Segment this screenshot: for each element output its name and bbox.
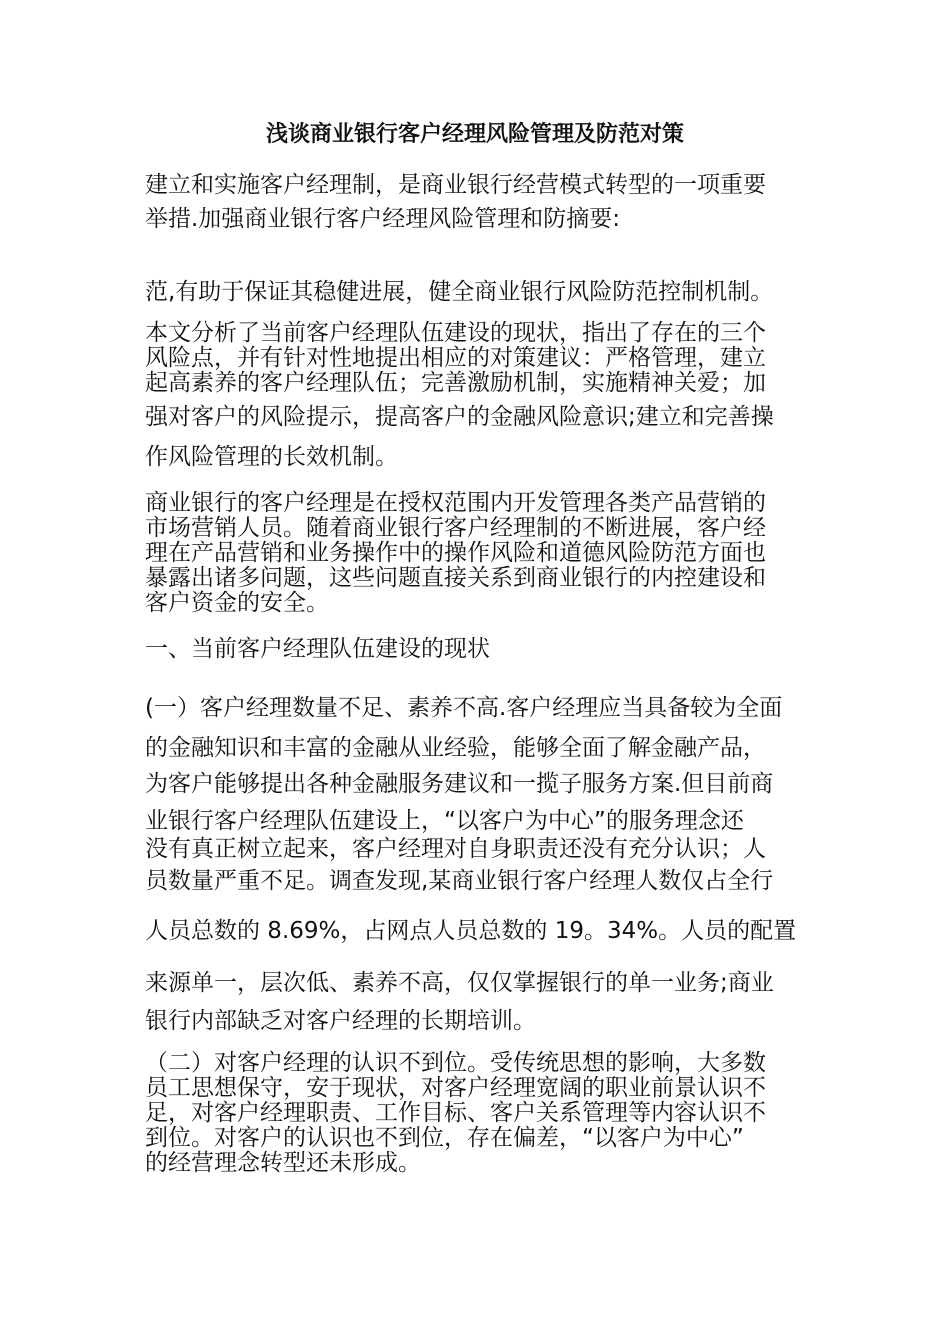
text-line: 到位。对客户的认识也不到位，存在偏差，“以客户为中心”	[145, 1125, 744, 1151]
text-line: 本文分析了当前客户经理队伍建设的现状，指出了存在的三个	[145, 320, 766, 346]
text-line: 暴露出诸多问题，这些问题直接关系到商业银行的内控建设和	[145, 565, 766, 591]
text-line: 举措.加强商业银行客户经理风险管理和防摘要:	[145, 206, 621, 232]
text-line: 市场营销人员。随着商业银行客户经理制的不断进展，客户经	[145, 515, 766, 541]
text-line: 起高素养的客户经理队伍；完善激励机制，实施精神关爱；加	[145, 370, 766, 396]
text-line: 人员总数的 8.69%，占网点人员总数的 19。34%。人员的配置	[145, 918, 797, 944]
text-line: 作风险管理的长效机制。	[145, 444, 398, 470]
text-line: 建立和实施客户经理制，是商业银行经营模式转型的一项重要	[145, 172, 766, 198]
text-line: 商业银行的客户经理是在授权范围内开发管理各类产品营销的	[145, 490, 766, 516]
text-line: 的金融知识和丰富的金融从业经验，能够全面了解金融产品，	[145, 735, 766, 761]
text-line: 员数量严重不足。调查发现,某商业银行客户经理人数仅占全行	[145, 868, 774, 894]
text-line: （二）对客户经理的认识不到位。受传统思想的影响，大多数	[145, 1050, 766, 1076]
text-line: 为客户能够提出各种金融服务建议和一揽子服务方案.但目前商	[145, 771, 774, 797]
text-line: 没有真正树立起来，客户经理对自身职责还没有充分认识；人	[145, 836, 766, 862]
section-heading: 一、当前客户经理队伍建设的现状	[145, 636, 490, 662]
text-line: 银行内部缺乏对客户经理的长期培训。	[145, 1008, 536, 1034]
text-line: 足，对客户经理职责、工作目标、客户关系管理等内容认识不	[145, 1100, 766, 1126]
text-line: 来源单一，层次低、素养不高，仅仅掌握银行的单一业务;商业	[145, 970, 774, 996]
text-line: 范,有助于保证其稳健进展，健全商业银行风险防范控制机制。	[145, 279, 774, 305]
text-line: 理在产品营销和业务操作中的操作风险和道德风险防范方面也	[145, 540, 766, 566]
text-line: 强对客户的风险提示，提高客户的金融风险意识;建立和完善操	[145, 404, 774, 430]
text-line: (一）客户经理数量不足、素养不高.客户经理应当具备较为全面	[145, 695, 783, 721]
text-line: 业银行客户经理队伍建设上，“以客户为中心”的服务理念还	[145, 808, 744, 834]
document-title: 浅谈商业银行客户经理风险管理及防范对策	[265, 122, 684, 147]
text-line: 客户资金的安全。	[145, 590, 329, 616]
text-line: 的经营理念转型还未形成。	[145, 1150, 421, 1176]
text-line: 员工思想保守，安于现状，对客户经理宽阔的职业前景认识不	[145, 1075, 766, 1101]
text-line: 风险点，并有针对性地提出相应的对策建议：严格管理，建立	[145, 345, 766, 371]
